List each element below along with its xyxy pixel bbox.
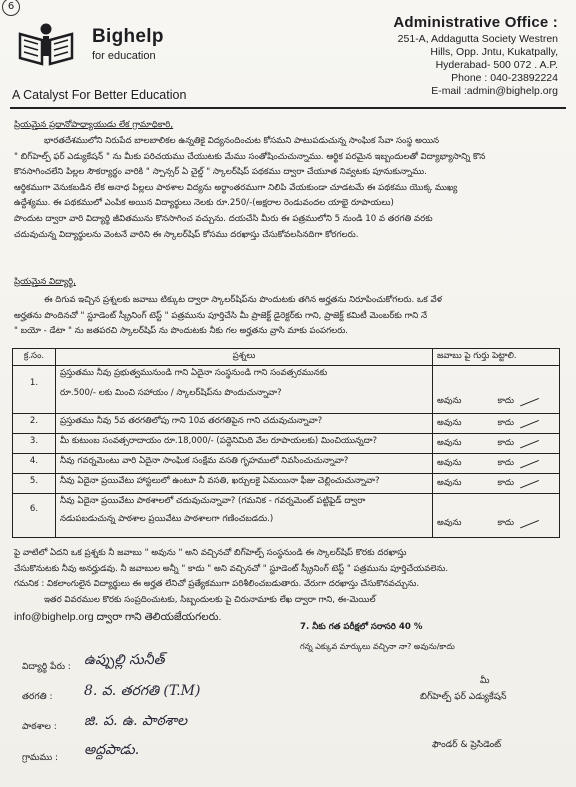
village-label: గ్రామము : xyxy=(22,753,59,763)
table-row xyxy=(13,454,560,474)
tick-mark-icon xyxy=(517,473,539,489)
answer-no[interactable]: కాదు xyxy=(497,518,514,528)
row-answer[interactable] xyxy=(433,454,560,474)
contact-email: info@bighelp.org ద్వారా గాని తెలియజేయగలరు. xyxy=(14,611,222,623)
para-line: చేసుకొనుటకు నీవు అనర్హుడవు. నీ జవాబుల అన్నీ " కాదు " అని వచ్చినచో " స్టూడెంట్ స్క్రీనింగ్ టెస్ట్ " పత్రమును పూర్తిచేయవలెను. xyxy=(14,563,449,574)
school-label: పాఠశాల : xyxy=(22,722,57,732)
answer-yes[interactable]: అవును xyxy=(437,458,462,468)
para-line: " బయో - డేటా " ను జతపరచి స్కాలర్‌షిప్ ను పొందుటకు నీకు గల అర్హతను వ్రాసి మాకు పంపగలరు. xyxy=(14,326,349,337)
village-value[interactable]: అద్దపాడు. xyxy=(84,742,140,758)
para-line: " బిగ్‌హెల్ప్ ఫర్ ఎడ్యుకేషన్ " ను మీకు పరిచయము చేయుటకు మేము సంతోషించుచున్నాము. ఆర్థిక పరమైన ఇబ్బందులతో విద్యాభ్యాసాన్ని కొన xyxy=(14,151,486,162)
brand-subtitle: for education xyxy=(92,50,156,62)
bighelp-logo-icon xyxy=(14,20,78,68)
question-line: నడుపబడుచున్న పాఠశాల ప్రయివేటు పాఠశాలగా గణించబడదు.) xyxy=(60,514,274,524)
row-number: 5. xyxy=(13,474,56,494)
tick-mark-icon xyxy=(517,433,539,449)
corner-mark: 6 xyxy=(2,0,20,16)
table-row xyxy=(13,494,560,538)
eligibility-table xyxy=(12,348,560,538)
para-line: ఉద్దేశ్యము. ఈ పథకములో ఎంపిక అయిన విద్యార్థులు నెలకు రూ.250/-(అక్షరాల రెండువందల యాభై రూపాయలు) xyxy=(14,198,394,209)
table-row xyxy=(13,414,560,434)
question-line: రూ.500/- లకు మించి సహాయం / స్కాలర్‌షిప్‌ను పొందుచున్నావా? xyxy=(60,388,282,398)
student-name-label: విద్యార్థి పేరు : xyxy=(22,662,71,672)
para-line: చదువుచున్న విద్యార్థులను వెంటనే వారిని ఈ స్కాలర్‌షిప్ కోసము దరఖాస్తు చేసుకోవలసినదిగా కోరగలరు. xyxy=(14,229,359,240)
result-paragraph xyxy=(14,546,562,608)
row-answer[interactable] xyxy=(433,494,560,538)
para-line: కొనసాగించలేని పిల్లల సౌకర్యార్థం వారికి " స్పాన్సర్ ఏ చైల్డ్ " స్కాలర్‌షిప్ పథకము ద్వారా చేయూత నివ్వటకు పూనుకున్నాము. xyxy=(14,167,427,178)
row-number: 1. xyxy=(13,366,56,414)
office-address xyxy=(328,14,558,98)
office-email: E-mail :admin@bighelp.org xyxy=(431,85,558,97)
office-line: Hyderabad- 500 072 . A.P. xyxy=(435,59,558,71)
para-line: పొందుట ద్వారా వారి విద్యార్థి జీవితమును కొనసాగించ వచ్చును. దయచేసి మీరు ఈ పత్రములోని 5 నుండి 10 వ తరగతి వరకు xyxy=(14,213,433,224)
class-value[interactable]: 8. వ. తరగతి (T.M) xyxy=(84,683,201,699)
table-row xyxy=(13,434,560,454)
row-question: నీవు గవర్నమెంటు వారి ఏదైనా సాంఘిక సంక్షేమ వసతి గృహములో నివసించుచున్నావా? xyxy=(56,454,433,474)
table-header-row xyxy=(13,349,560,366)
school-value[interactable]: జి. ప. ఉ. పాఠశాల xyxy=(84,713,188,729)
row-question xyxy=(56,366,433,414)
answer-no[interactable]: కాదు xyxy=(497,478,514,488)
student-name-value[interactable]: ఉప్పుల్లి సునీత్ xyxy=(84,652,165,668)
tick-mark-icon xyxy=(517,513,539,529)
marks-question: గన్న ఎక్కువ మార్కులు వచ్చినా నా? అవును/కాదు xyxy=(300,642,455,651)
brand-name: Bighelp xyxy=(92,26,164,47)
student-salutation: ప్రియమైన విద్యార్థి, xyxy=(14,277,76,287)
answer-no[interactable]: కాదు xyxy=(497,438,514,448)
row-number: 4. xyxy=(13,454,56,474)
question-line: ప్రస్తుతము నీవు ప్రభుత్వమునుండి గాని ఏదైనా సంస్థనుండి గాని సంవత్సరమునకు xyxy=(60,368,328,378)
answer-yes[interactable]: అవును xyxy=(437,518,462,528)
row-answer[interactable] xyxy=(433,414,560,434)
row-question xyxy=(56,494,433,538)
row-question: మీ కుటుంబ సంవత్సరాదాయం రూ.18,000/- (పద్దెనిమిది వేల రూపాయలకు) మించియున్నదా? xyxy=(56,434,433,454)
question-line: నీవు ఏదైనా ప్రయివేటు పాఠశాలలో చదువుచున్నావా? (గమనిక - గవర్నమెంట్ పట్టిఫైడ్ ద్వారా xyxy=(60,496,366,506)
instruction-paragraph xyxy=(14,293,562,340)
office-title: Administrative Office : xyxy=(393,14,558,31)
marks-note: 7. నీకు గత పరీక్షలో సరాసరి 40 % xyxy=(300,622,423,632)
table-row xyxy=(13,366,560,414)
answer-yes[interactable]: అవును xyxy=(437,418,462,428)
row-answer[interactable] xyxy=(433,474,560,494)
salutation: ప్రియమైన ప్రధానోపాధ్యాయుడు లేక గ్రామాధికారి, xyxy=(14,120,174,130)
answer-yes[interactable]: అవును xyxy=(437,438,462,448)
col-question-header: ప్రశ్నలు xyxy=(56,349,433,366)
answer-yes[interactable]: అవును xyxy=(437,396,462,406)
para-line: ఆర్థికముగా వెనుకబడిన లేక అనాధ పిల్లలు పాఠశాల విద్యను అర్థాంతరముగా నిలిపి వేయకుండా చూడటమే ఈ పథకము యొక్క ముఖ్య xyxy=(14,182,458,193)
row-question: ప్రస్తుతము నీవు 5వ తరగతిలోపు గాని 10వ తరగతిపైన గాని చదువుచున్నావా? xyxy=(56,414,433,434)
para-line: పై వాటిలో ఏదని ఒక ప్రశ్నకు నీ జవాబు " అవును " అని వచ్చినచో బిగ్‌హెల్ప్ సంస్థనుండి ఈ స్కాలర్‌షిప్ కొరకు దరఖాస్తు xyxy=(14,548,407,558)
tick-mark-icon xyxy=(517,453,539,469)
signature-org: బిగ్‌హెల్ప్ ఫర్ ఎడ్యుకేషన్ xyxy=(420,692,507,702)
col-number-header: క్ర.సం. xyxy=(13,349,56,366)
para-line: భారతదేశములోని నిరుపేద బాలబాలికల ఉన్నతికై విద్యనందించుట కోసమని పాటుపడుచున్న సాంఘిక సేవా సంస్థ అయిన xyxy=(44,136,440,146)
intro-paragraph xyxy=(14,134,562,243)
table-row xyxy=(13,474,560,494)
para-line: అర్హతను పొందినచో " స్టూడెంట్ స్క్రీనింగ్ టెస్ట్ " పత్రమును పూర్తిచేసి మీ ప్రాజెక్ట్ డైరెక్టర్‌కు గాని, ప్రాజెక్ట్ కమిటీ మెంబర్‌కు గాని నే xyxy=(14,310,428,321)
signature-salutation: మీ xyxy=(480,676,490,686)
signature-title: ఫౌండర్ & ప్రెసిడెంట్ xyxy=(432,740,502,750)
row-number: 3. xyxy=(13,434,56,454)
answer-yes[interactable]: అవును xyxy=(437,478,462,488)
office-line: Hills, Opp. Jntu, Kukatpally, xyxy=(430,46,558,58)
tick-mark-icon xyxy=(517,391,539,407)
answer-no[interactable]: కాదు xyxy=(497,458,514,468)
answer-no[interactable]: కాదు xyxy=(497,418,514,428)
answer-no[interactable]: కాదు xyxy=(497,396,514,406)
class-label: తరగతి : xyxy=(22,692,53,702)
tick-mark-icon xyxy=(517,413,539,429)
row-question: నీవు ఏదైనా ప్రయివేటు హాస్టలులో ఉంటూ నీ వసతి, ఖర్చులకై ఏమయినా ఫీజు చెల్లించుచున్నావా? xyxy=(56,474,433,494)
para-line: ఇతర వివరముల కొరకు సంప్రదించుటకు, సిబ్బందులకు పై చిరునామాకు లేఖ ద్వారా గాని, ఈ-మెయిల్ xyxy=(44,594,376,605)
office-line: 251-A, Addagutta Society Westren xyxy=(397,33,558,45)
header-divider xyxy=(10,107,566,109)
office-phone: Phone : 040-23892224 xyxy=(451,72,558,84)
col-answer-header: జవాబు పై గుర్తు పెట్టాలి. xyxy=(433,349,560,366)
row-number: 6. xyxy=(13,494,56,538)
row-answer[interactable] xyxy=(433,434,560,454)
row-answer[interactable] xyxy=(433,366,560,414)
row-number: 2. xyxy=(13,414,56,434)
tagline: A Catalyst For Better Education xyxy=(12,88,187,102)
note-line: గమనిక : వికలాంగులైన విద్యార్థులు ఈ అర్హత లేనిచో ప్రత్యేకముగా పరిశీలించబడుతారు. వేరుగా దరఖాస్తు చేసుకొనవచ్చును. xyxy=(14,579,420,590)
para-line: ఈ దిగువ ఇచ్చిన ప్రశ్నలకు జవాబు టిక్కుట ద్వారా స్కాలర్‌షిప్‌ను పొందుటకు తగిన అర్హతను నిరూపించుకోగలరు. ఒక వేళ xyxy=(44,295,443,305)
